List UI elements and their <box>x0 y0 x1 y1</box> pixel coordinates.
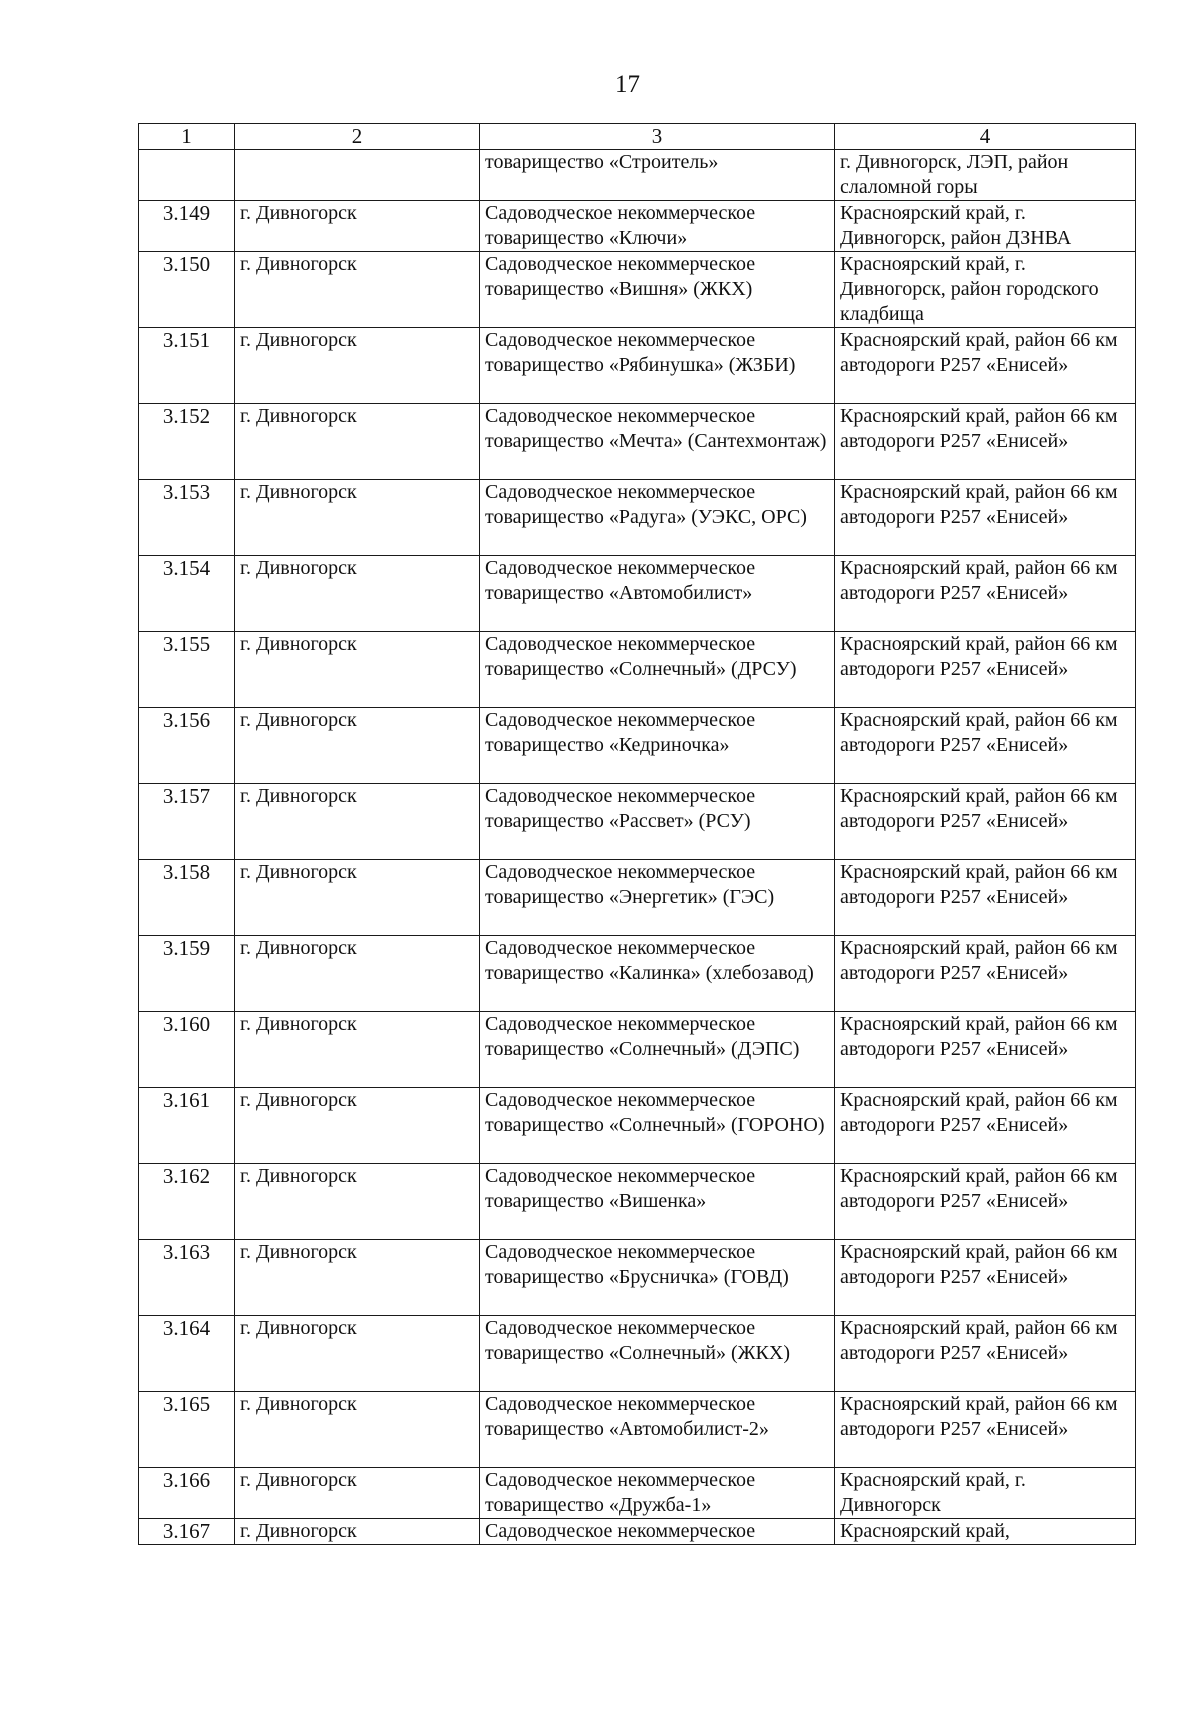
association-name-cell: Садоводческое некоммерческое товарищество «Дружба-1» <box>480 1468 835 1519</box>
location-cell: Красноярский край, район 66 км автодороги Р257 «Енисей» <box>835 1088 1136 1164</box>
municipality-cell: г. Дивногорск <box>235 556 480 632</box>
association-name-cell: Садоводческое некоммерческое товарищество «Энергетик» (ГЭС) <box>480 860 835 936</box>
municipality-cell: г. Дивногорск <box>235 1468 480 1519</box>
association-name-cell: Садоводческое некоммерческое товарищество «Солнечный» (ГОРОНО) <box>480 1088 835 1164</box>
table-row <box>139 1088 1136 1164</box>
location-cell: Красноярский край, район 66 км автодороги Р257 «Енисей» <box>835 328 1136 404</box>
header-cell-1: 1 <box>139 124 235 150</box>
municipality-cell <box>235 150 480 201</box>
table-row <box>139 708 1136 784</box>
municipality-cell: г. Дивногорск <box>235 1392 480 1468</box>
location-cell: Красноярский край, <box>835 1519 1136 1545</box>
municipality-cell: г. Дивногорск <box>235 1240 480 1316</box>
municipality-cell: г. Дивногорск <box>235 404 480 480</box>
table-body <box>139 150 1136 1545</box>
association-name-cell: товарищество «Строитель» <box>480 150 835 201</box>
row-number-cell: 3.159 <box>139 936 235 1012</box>
municipality-cell: г. Дивногорск <box>235 708 480 784</box>
location-cell: Красноярский край, район 66 км автодороги Р257 «Енисей» <box>835 860 1136 936</box>
location-cell: г. Дивногорск, ЛЭП, район слаломной горы <box>835 150 1136 201</box>
location-cell: Красноярский край, г. Дивногорск, район городского кладбища <box>835 252 1136 328</box>
association-name-cell: Садоводческое некоммерческое товарищество «Кедриночка» <box>480 708 835 784</box>
header-row <box>139 124 1136 150</box>
location-cell: Красноярский край, район 66 км автодороги Р257 «Енисей» <box>835 404 1136 480</box>
table-row <box>139 556 1136 632</box>
table-row <box>139 480 1136 556</box>
row-number-cell: 3.157 <box>139 784 235 860</box>
location-cell: Красноярский край, район 66 км автодороги Р257 «Енисей» <box>835 480 1136 556</box>
association-name-cell: Садоводческое некоммерческое товарищество «Автомобилист-2» <box>480 1392 835 1468</box>
table-row <box>139 252 1136 328</box>
municipality-cell: г. Дивногорск <box>235 936 480 1012</box>
location-cell: Красноярский край, район 66 км автодороги Р257 «Енисей» <box>835 1392 1136 1468</box>
table-row <box>139 1519 1136 1545</box>
municipality-cell: г. Дивногорск <box>235 1164 480 1240</box>
association-name-cell: Садоводческое некоммерческое товарищество «Ключи» <box>480 201 835 252</box>
association-name-cell: Садоводческое некоммерческое товарищество «Радуга» (УЭКС, ОРС) <box>480 480 835 556</box>
table-row <box>139 936 1136 1012</box>
association-name-cell: Садоводческое некоммерческое товарищество «Вишенка» <box>480 1164 835 1240</box>
municipality-cell: г. Дивногорск <box>235 1519 480 1545</box>
location-cell: Красноярский край, район 66 км автодороги Р257 «Енисей» <box>835 632 1136 708</box>
table-row <box>139 1164 1136 1240</box>
table-row <box>139 1468 1136 1519</box>
location-cell: Красноярский край, район 66 км автодороги Р257 «Енисей» <box>835 936 1136 1012</box>
association-name-cell: Садоводческое некоммерческое товарищество «Брусничка» (ГОВД) <box>480 1240 835 1316</box>
header-cell-4: 4 <box>835 124 1136 150</box>
row-number-cell: 3.158 <box>139 860 235 936</box>
association-name-cell: Садоводческое некоммерческое товарищество «Автомобилист» <box>480 556 835 632</box>
association-name-cell: Садоводческое некоммерческое товарищество «Калинка» (хлебозавод) <box>480 936 835 1012</box>
location-cell: Красноярский край, г. Дивногорск, район ДЗНВА <box>835 201 1136 252</box>
table-row <box>139 404 1136 480</box>
location-cell: Красноярский край, район 66 км автодороги Р257 «Енисей» <box>835 784 1136 860</box>
municipality-cell: г. Дивногорск <box>235 1088 480 1164</box>
row-number-cell: 3.152 <box>139 404 235 480</box>
row-number-cell: 3.156 <box>139 708 235 784</box>
header-cell-3: 3 <box>480 124 835 150</box>
location-cell: Красноярский край, район 66 км автодороги Р257 «Енисей» <box>835 708 1136 784</box>
municipality-cell: г. Дивногорск <box>235 201 480 252</box>
municipality-cell: г. Дивногорск <box>235 860 480 936</box>
table-header <box>139 124 1136 150</box>
association-name-cell: Садоводческое некоммерческое товарищество «Мечта» (Сантехмонтаж) <box>480 404 835 480</box>
table-row <box>139 328 1136 404</box>
municipality-cell: г. Дивногорск <box>235 1316 480 1392</box>
location-cell: Красноярский край, район 66 км автодороги Р257 «Енисей» <box>835 1012 1136 1088</box>
association-name-cell: Садоводческое некоммерческое товарищество «Рассвет» (РСУ) <box>480 784 835 860</box>
location-cell: Красноярский край, район 66 км автодороги Р257 «Енисей» <box>835 1316 1136 1392</box>
association-name-cell: Садоводческое некоммерческое <box>480 1519 835 1545</box>
row-number-cell: 3.155 <box>139 632 235 708</box>
association-name-cell: Садоводческое некоммерческое товарищество «Солнечный» (ДЭПС) <box>480 1012 835 1088</box>
municipality-cell: г. Дивногорск <box>235 1012 480 1088</box>
row-number-cell: 3.149 <box>139 201 235 252</box>
row-number-cell: 3.153 <box>139 480 235 556</box>
row-number-cell: 3.161 <box>139 1088 235 1164</box>
table-row <box>139 860 1136 936</box>
municipality-cell: г. Дивногорск <box>235 252 480 328</box>
header-cell-2: 2 <box>235 124 480 150</box>
row-number-cell: 3.150 <box>139 252 235 328</box>
table-row <box>139 1316 1136 1392</box>
municipality-cell: г. Дивногорск <box>235 480 480 556</box>
municipality-cell: г. Дивногорск <box>235 328 480 404</box>
association-name-cell: Садоводческое некоммерческое товарищество «Рябинушка» (ЖЗБИ) <box>480 328 835 404</box>
page-number: 17 <box>615 71 640 98</box>
association-name-cell: Садоводческое некоммерческое товарищество «Солнечный» (ДРСУ) <box>480 632 835 708</box>
row-number-cell: 3.154 <box>139 556 235 632</box>
location-cell: Красноярский край, район 66 км автодороги Р257 «Енисей» <box>835 556 1136 632</box>
allotment-register-table <box>138 123 1136 1545</box>
row-number-cell: 3.167 <box>139 1519 235 1545</box>
location-cell: Красноярский край, г. Дивногорск <box>835 1468 1136 1519</box>
association-name-cell: Садоводческое некоммерческое товарищество «Солнечный» (ЖКХ) <box>480 1316 835 1392</box>
association-name-cell: Садоводческое некоммерческое товарищество «Вишня» (ЖКХ) <box>480 252 835 328</box>
row-number-cell: 3.163 <box>139 1240 235 1316</box>
table-row <box>139 632 1136 708</box>
municipality-cell: г. Дивногорск <box>235 632 480 708</box>
table-row <box>139 1392 1136 1468</box>
table-row <box>139 150 1136 201</box>
table-row <box>139 1240 1136 1316</box>
location-cell: Красноярский край, район 66 км автодороги Р257 «Енисей» <box>835 1164 1136 1240</box>
row-number-cell: 3.160 <box>139 1012 235 1088</box>
row-number-cell: 3.166 <box>139 1468 235 1519</box>
table-row <box>139 784 1136 860</box>
municipality-cell: г. Дивногорск <box>235 784 480 860</box>
row-number-cell: 3.162 <box>139 1164 235 1240</box>
table-row <box>139 201 1136 252</box>
row-number-cell: 3.164 <box>139 1316 235 1392</box>
table-row <box>139 1012 1136 1088</box>
row-number-cell <box>139 150 235 201</box>
row-number-cell: 3.151 <box>139 328 235 404</box>
row-number-cell: 3.165 <box>139 1392 235 1468</box>
location-cell: Красноярский край, район 66 км автодороги Р257 «Енисей» <box>835 1240 1136 1316</box>
